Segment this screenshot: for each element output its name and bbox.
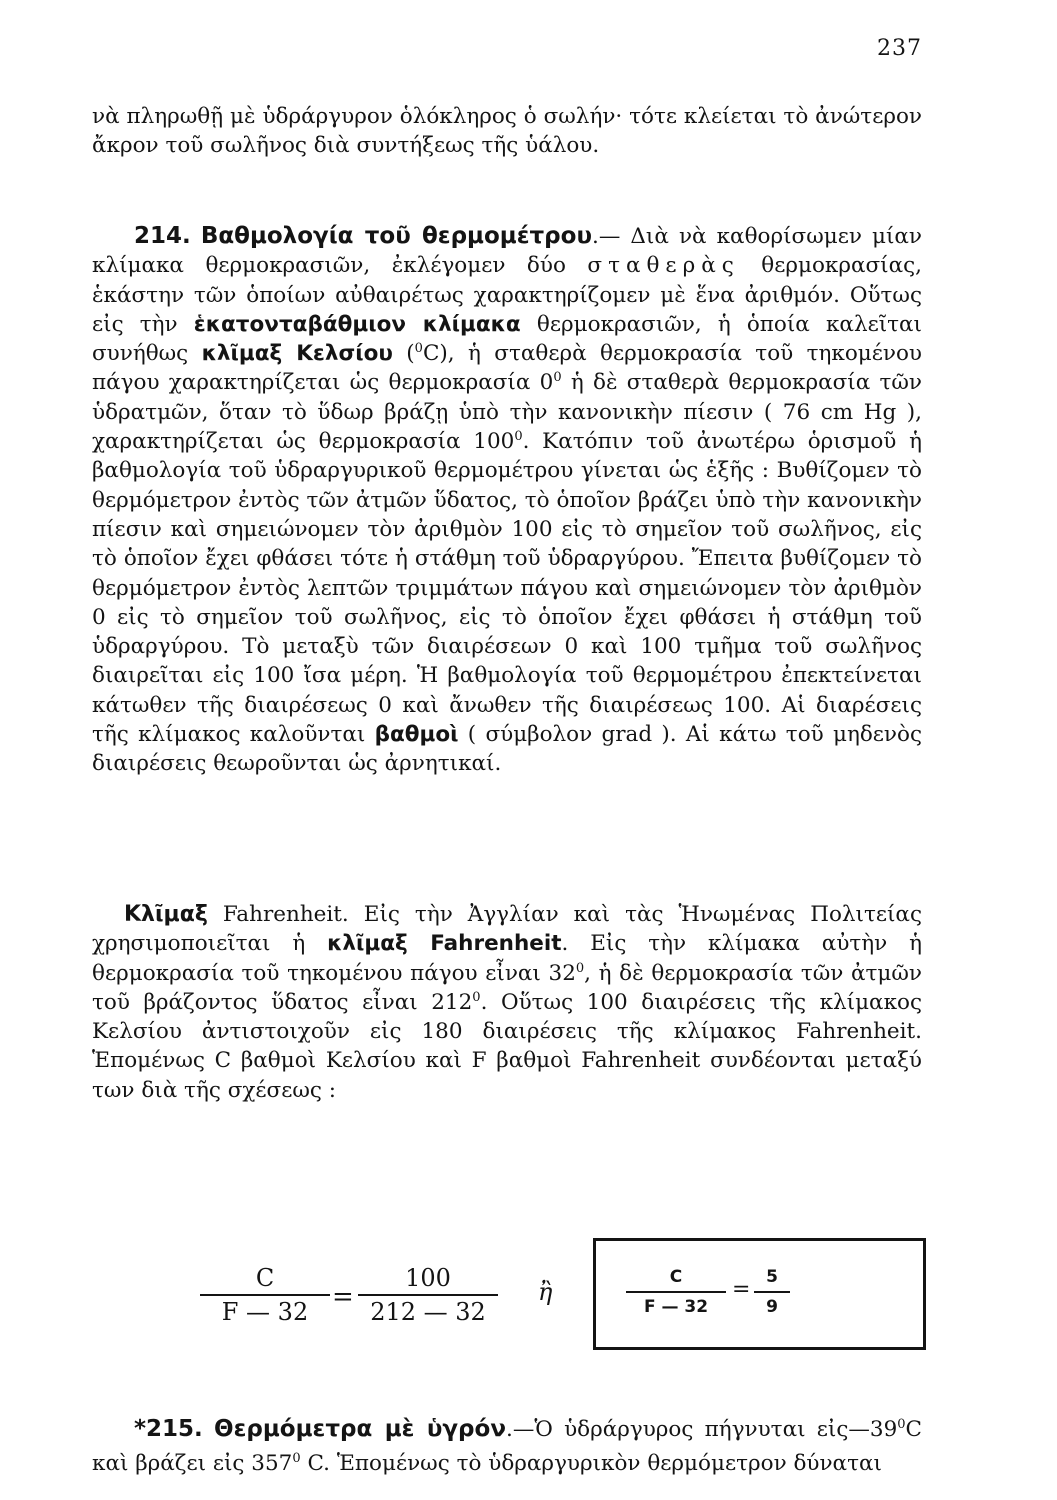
term-centigrade-scale: ἑκατονταβάθμιον κλίμακα [193,311,521,337]
section-214-title: Βαθμολογία τοῦ θερμομέτρου [200,223,592,249]
fraction-numerator: C [255,1264,275,1292]
fraction-c-over-f [200,1262,330,1328]
section-214-text: Διὰ νὰ καθορίσωμεν μίαν κλίμακα θερμοκρασιῶν, ἐκλέγομεν δύο [92,224,922,279]
section-214-text: θερμοκρασίας, ἑκάστην τῶν ὁποίων αὐθαιρέτως χαρακτηρίζομεν μὲ ἕνα ἀριθμόν. Οὕτως εἰς τὴν [92,253,922,337]
section-215-text: C. Ἑπομένως τὸ ὑδραργυρικὸν θερμόμετρον δύναται [300,1451,882,1476]
equals-sign: = [332,1282,354,1312]
degree-sup: 0 [897,1416,906,1432]
intro-paragraph: νὰ πληρωθῇ μὲ ὑδράργυρον ὁλόκληρος ὁ σωλήν· τότε κλείεται τὸ ἀνώτερον ἄκρον τοῦ σωλῆνος διὰ συντήξεως τῆς ὑάλου. [92,104,922,159]
fahrenheit-text: Fahrenheit. Εἰς τὴν Ἀγγλίαν καὶ τὰς Ἡνωμένας Πολιτείας χρησιμοποιεῖται ἡ [92,902,922,957]
degree-sup: 0 [292,1450,301,1466]
fraction-numerator: 5 [766,1267,778,1287]
section-214-text: C), ἡ σταθερὰ θερμοκρασία τοῦ τηκομένου πάγου χαρακτηρίζεται ὡς θερμοκρασία 0 [92,341,922,396]
fahrenheit-text: , ἡ δὲ θερμοκρασία τῶν ἀτμῶν τοῦ βράζοντος ὕδατος εἶναι 212 [92,960,922,1015]
boxed-fraction-c-over-f [626,1263,726,1321]
degree-sup: 0 [553,370,562,386]
fraction-100-over-180 [358,1262,498,1328]
fraction-denominator: 9 [766,1296,778,1317]
section-215-paragraph [92,1412,922,1481]
section-215-number: *215. [134,1416,203,1442]
section-215-dash: .— [505,1417,535,1442]
section-214-text: ἡ δὲ σταθερὰ θερμοκρασία τῶν ὑδρατμῶν, ὅταν τὸ ὕδωρ βράζῃ ὑπὸ τὴν κανονικὴν πίεσιν ( 76 cm Hg ), χαρακτηρίζεται ὡς θερμοκρασία 100 [92,370,922,455]
fraction-denominator: F — 32 [643,1296,709,1317]
boxed-formula [593,1238,926,1350]
conversion-formulas [200,1248,920,1368]
section-214-paragraph [92,222,922,779]
boxed-fraction-5-over-9 [754,1263,790,1321]
section-214-dash: .— [591,224,631,249]
fraction-denominator: F — 32 [221,1297,309,1326]
section-214-text: ( σύμβολον grad ). Αἱ κάτω τοῦ μηδενὸς διαιρέσεις θεωροῦνται ὡς ἀρνητικαί. [92,722,922,777]
equals-sign: = [732,1277,751,1302]
section-215-title: Θερμόμετρα μὲ ὑγρόν [214,1416,506,1442]
fahrenheit-lead: Κλῖμαξ [124,902,208,927]
page-number: 237 [877,36,922,61]
or-word: ἢ [538,1278,553,1306]
section-214-text: . Κατόπιν τοῦ ἀνωτέρω ὁρισμοῦ ἡ βαθμολογία τοῦ ὑδραργυρικοῦ θερμομέτρου γίνεται ὡς ἑξῆς : Βυθίζομεν τὸ θερμόμετρον ἐντὸς τῶν ἀτμῶν ὕδατος, τὸ ὁποῖον βράζει ὑπὸ τὴν κανονικὴν πίεσιν καὶ σημειώνομεν τὸν ἀριθμὸν 100 εἰς τὸ σημεῖον τοῦ σωλῆνος, εἰς τὸ ὁποῖον ἔχει φθάσει τότε ἡ στάθμη τοῦ ὑδραργύρου. Ἔπειτα βυθίζομεν τὸ θερμόμετρον ἐντὸς λεπτῶν τριμμάτων πάγου καὶ σημειώνομεν τὸν ἀριθμὸν 0 εἰς τὸ σημεῖον τοῦ σωλῆνος, εἰς τὸ ὁποῖον ἔχει φθάσει ἡ στάθμη τοῦ ὑδραργύρου. Τὸ μεταξὺ τῶν διαιρέσεων 0 καὶ 100 τμῆμα τοῦ σωλῆνος διαιρεῖται εἰς 100 ἴσα μέρη. Ἡ βαθμολογία τοῦ θερμομέτρου ἐπεκτείνεται κάτωθεν τῆς διαιρέσεως 0 καὶ ἄνωθεν τῆς διαιρέσεως 100. Αἱ διαρέσεις τῆς κλίμακος καλοῦνται [92,429,922,748]
fahrenheit-text: . Εἰς τὴν κλίμακα αὐτὴν ἡ θερμοκρασία τοῦ τηκομένου πάγου εἶναι 32 [92,931,922,986]
degree-sup: 0 [472,989,481,1005]
degree-sup: 0 [575,960,585,976]
section-214-text: θερμοκρασιῶν, ἡ ὁποία καλεῖται συνήθως [92,311,922,367]
term-degrees: βαθμοὶ [374,722,459,748]
fraction-denominator: 212 — 32 [370,1297,486,1326]
section-214-text: ( [392,341,415,367]
degree-sup: 0 [414,341,423,357]
emphasis-spaced: σταθερὰς [587,253,740,279]
section-215-text: C καὶ βράζει εἰς 357 [92,1417,922,1476]
term-fahrenheit-scale: κλῖμαξ Fahrenheit [327,931,562,957]
term-celsius-scale: κλῖμαξ Κελσίου [201,341,393,367]
fraction-numerator: C [669,1267,683,1287]
degree-sup: 0 [514,428,523,444]
section-215-text: Ὁ ὑδράργυρος πήγνυται εἰς—39 [534,1417,898,1442]
section-214-number: 214. [134,223,191,249]
fahrenheit-text: . Οὕτως 100 διαιρέσεις τῆς κλίμακος Κελσίου ἀντιστοιχοῦν εἰς 180 διαιρέσεις τῆς κλίμακος Fahrenheit. Ἑπομένως C βαθμοὶ Κελσίου καὶ F βαθμοὶ Fahrenheit συνδέονται μεταξύ των διὰ τῆς σχέσεως : [92,989,922,1103]
fraction-numerator: 100 [405,1264,451,1292]
fahrenheit-paragraph [92,900,922,1105]
